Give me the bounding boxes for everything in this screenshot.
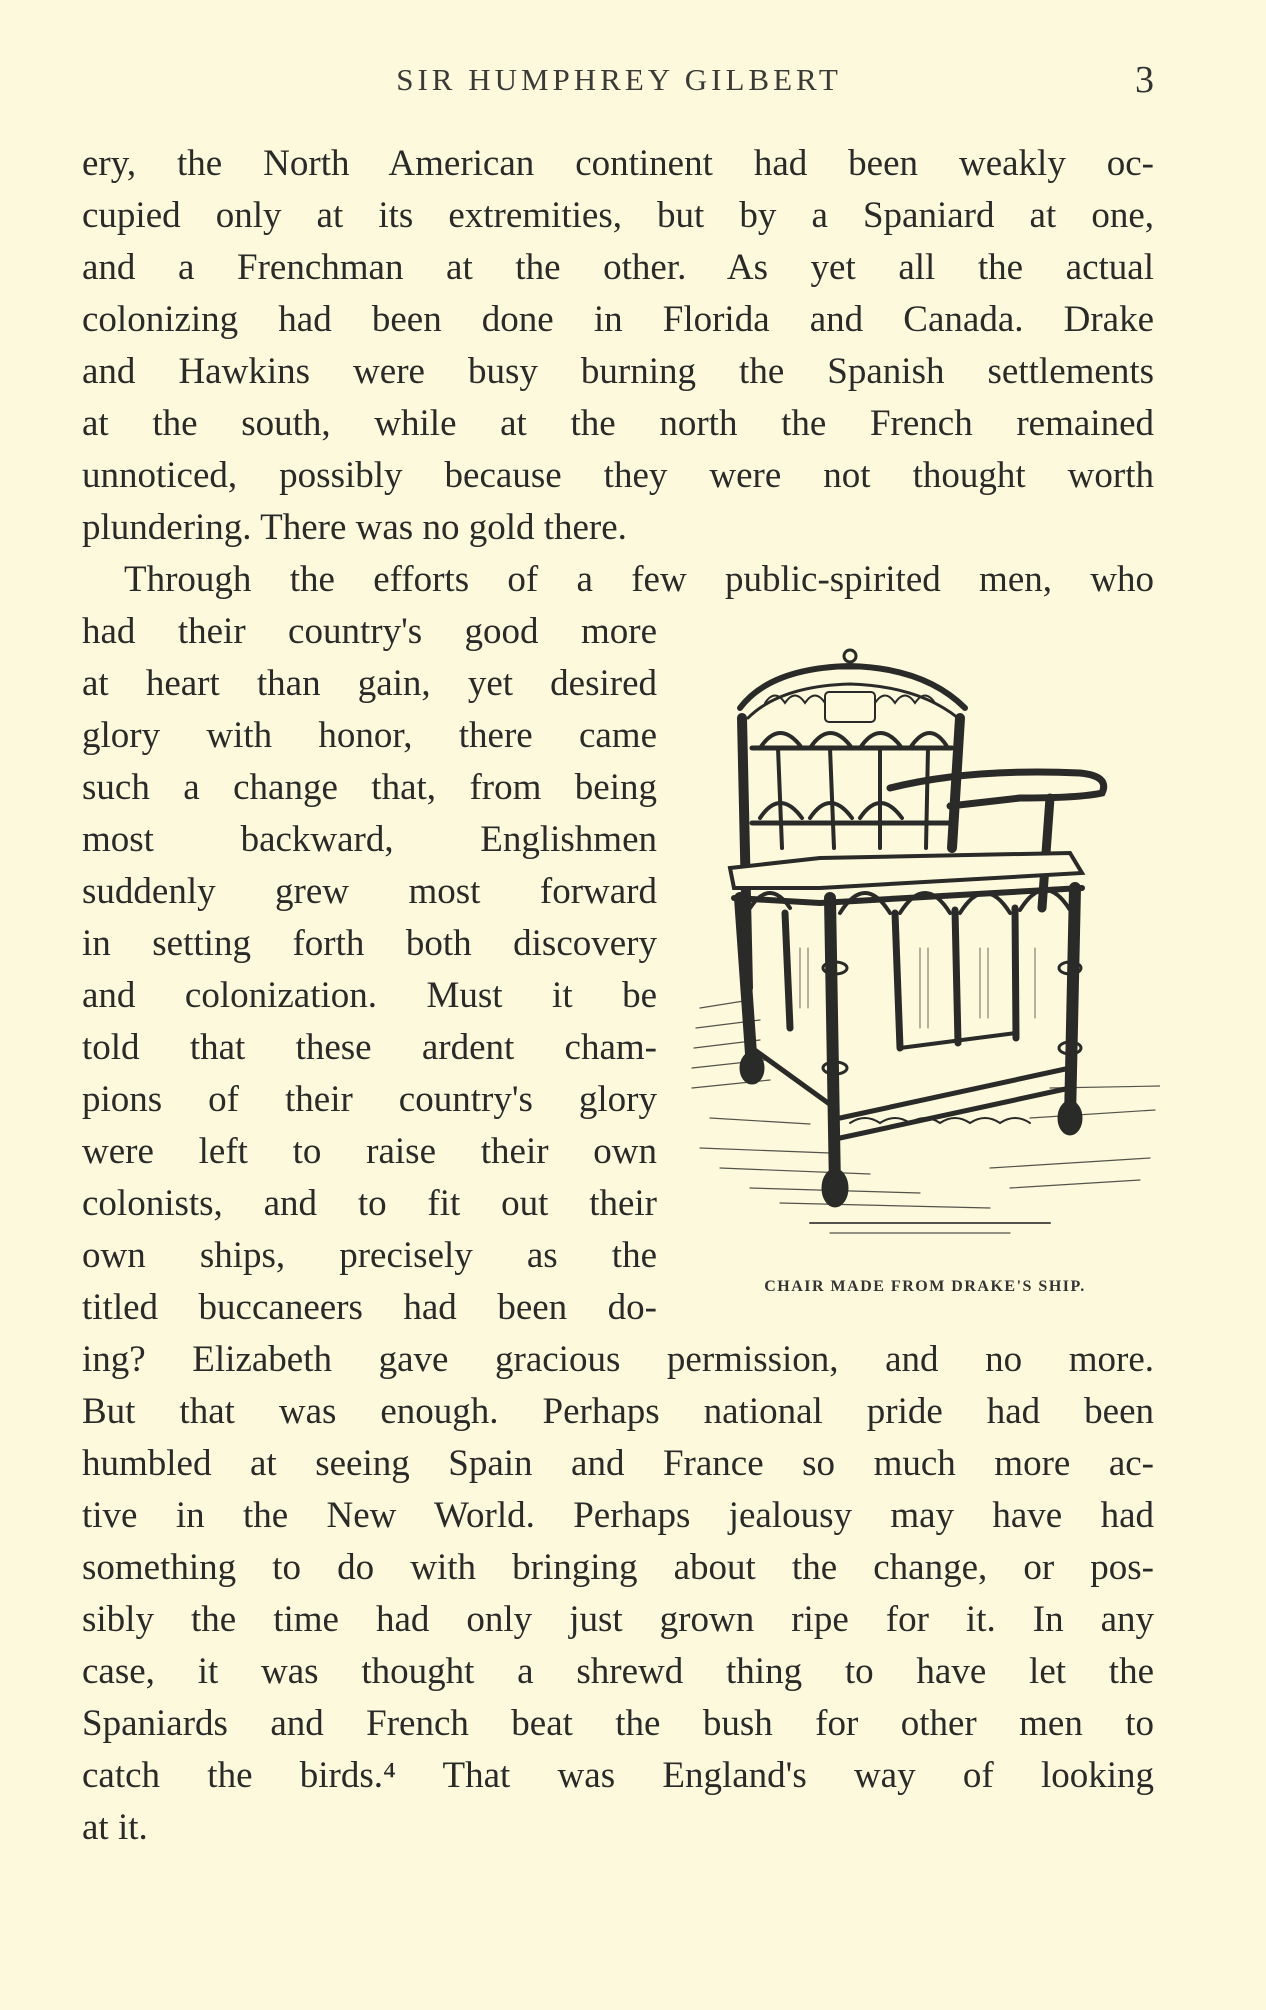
text-line: were left to raise their own (82, 1131, 657, 1172)
text-line: had their country's good more (82, 611, 657, 652)
text-line: plundering. There was no gold there. (82, 507, 627, 548)
text-line: something to do with bringing about the change, or pos- (82, 1547, 1154, 1588)
text-line: humbled at seeing Spain and France so much more ac- (82, 1443, 1154, 1484)
text-line: pions of their country's glory (82, 1079, 657, 1120)
text-line: titled buccaneers had been do- (82, 1287, 657, 1328)
text-line: at heart than gain, yet desired (82, 663, 657, 704)
text-line: most backward, Englishmen (82, 819, 657, 860)
text-line: cupied only at its extremities, but by a Spaniard at one, (82, 195, 1154, 236)
text-line: such a change that, from being (82, 767, 657, 808)
text-line: unnoticed, possibly because they were not thought worth (82, 455, 1154, 496)
text-line: suddenly grew most forward (82, 871, 657, 912)
text-line: and colonization. Must it be (82, 975, 657, 1016)
text-line: and Hawkins were busy burning the Spanish settlements (82, 351, 1154, 392)
running-head (84, 58, 1154, 108)
text-line: Spaniards and French beat the bush for other men to (82, 1703, 1154, 1744)
text-line: colonists, and to fit out their (82, 1183, 657, 1224)
carved-chair-engraving-icon (690, 648, 1160, 1268)
text-line: Through the efforts of a few public-spirited men, who (124, 559, 1154, 600)
text-line: in setting forth both discovery (82, 923, 657, 964)
text-line: told that these ardent cham- (82, 1027, 657, 1068)
text-line: ery, the North American continent had been weakly oc- (82, 143, 1154, 184)
figure-caption: CHAIR MADE FROM DRAKE'S SHIP. (764, 1278, 1086, 1295)
text-line: sibly the time had only just grown ripe for it. In any (82, 1599, 1154, 1640)
text-line: and a Frenchman at the other. As yet all the actual (82, 247, 1154, 288)
page-number: 3 (1135, 59, 1154, 101)
text-line: own ships, precisely as the (82, 1235, 657, 1276)
text-line: case, it was thought a shrewd thing to have let the (82, 1651, 1154, 1692)
running-head-title: SIR HUMPHREY GILBERT (396, 62, 842, 97)
text-line: But that was enough. Perhaps national pride had been (82, 1391, 1154, 1432)
text-line: glory with honor, there came (82, 715, 657, 756)
text-line: colonizing had been done in Florida and Canada. Drake (82, 299, 1154, 340)
text-line: catch the birds.⁴ That was England's way of looking (82, 1755, 1154, 1796)
text-line: at the south, while at the north the French remained (82, 403, 1154, 444)
text-line: ing? Elizabeth gave gracious permission, and no more. (82, 1339, 1154, 1380)
text-line: at it. (82, 1807, 148, 1848)
chair-figure (690, 648, 1160, 1295)
text-line: tive in the New World. Perhaps jealousy may have had (82, 1495, 1154, 1536)
